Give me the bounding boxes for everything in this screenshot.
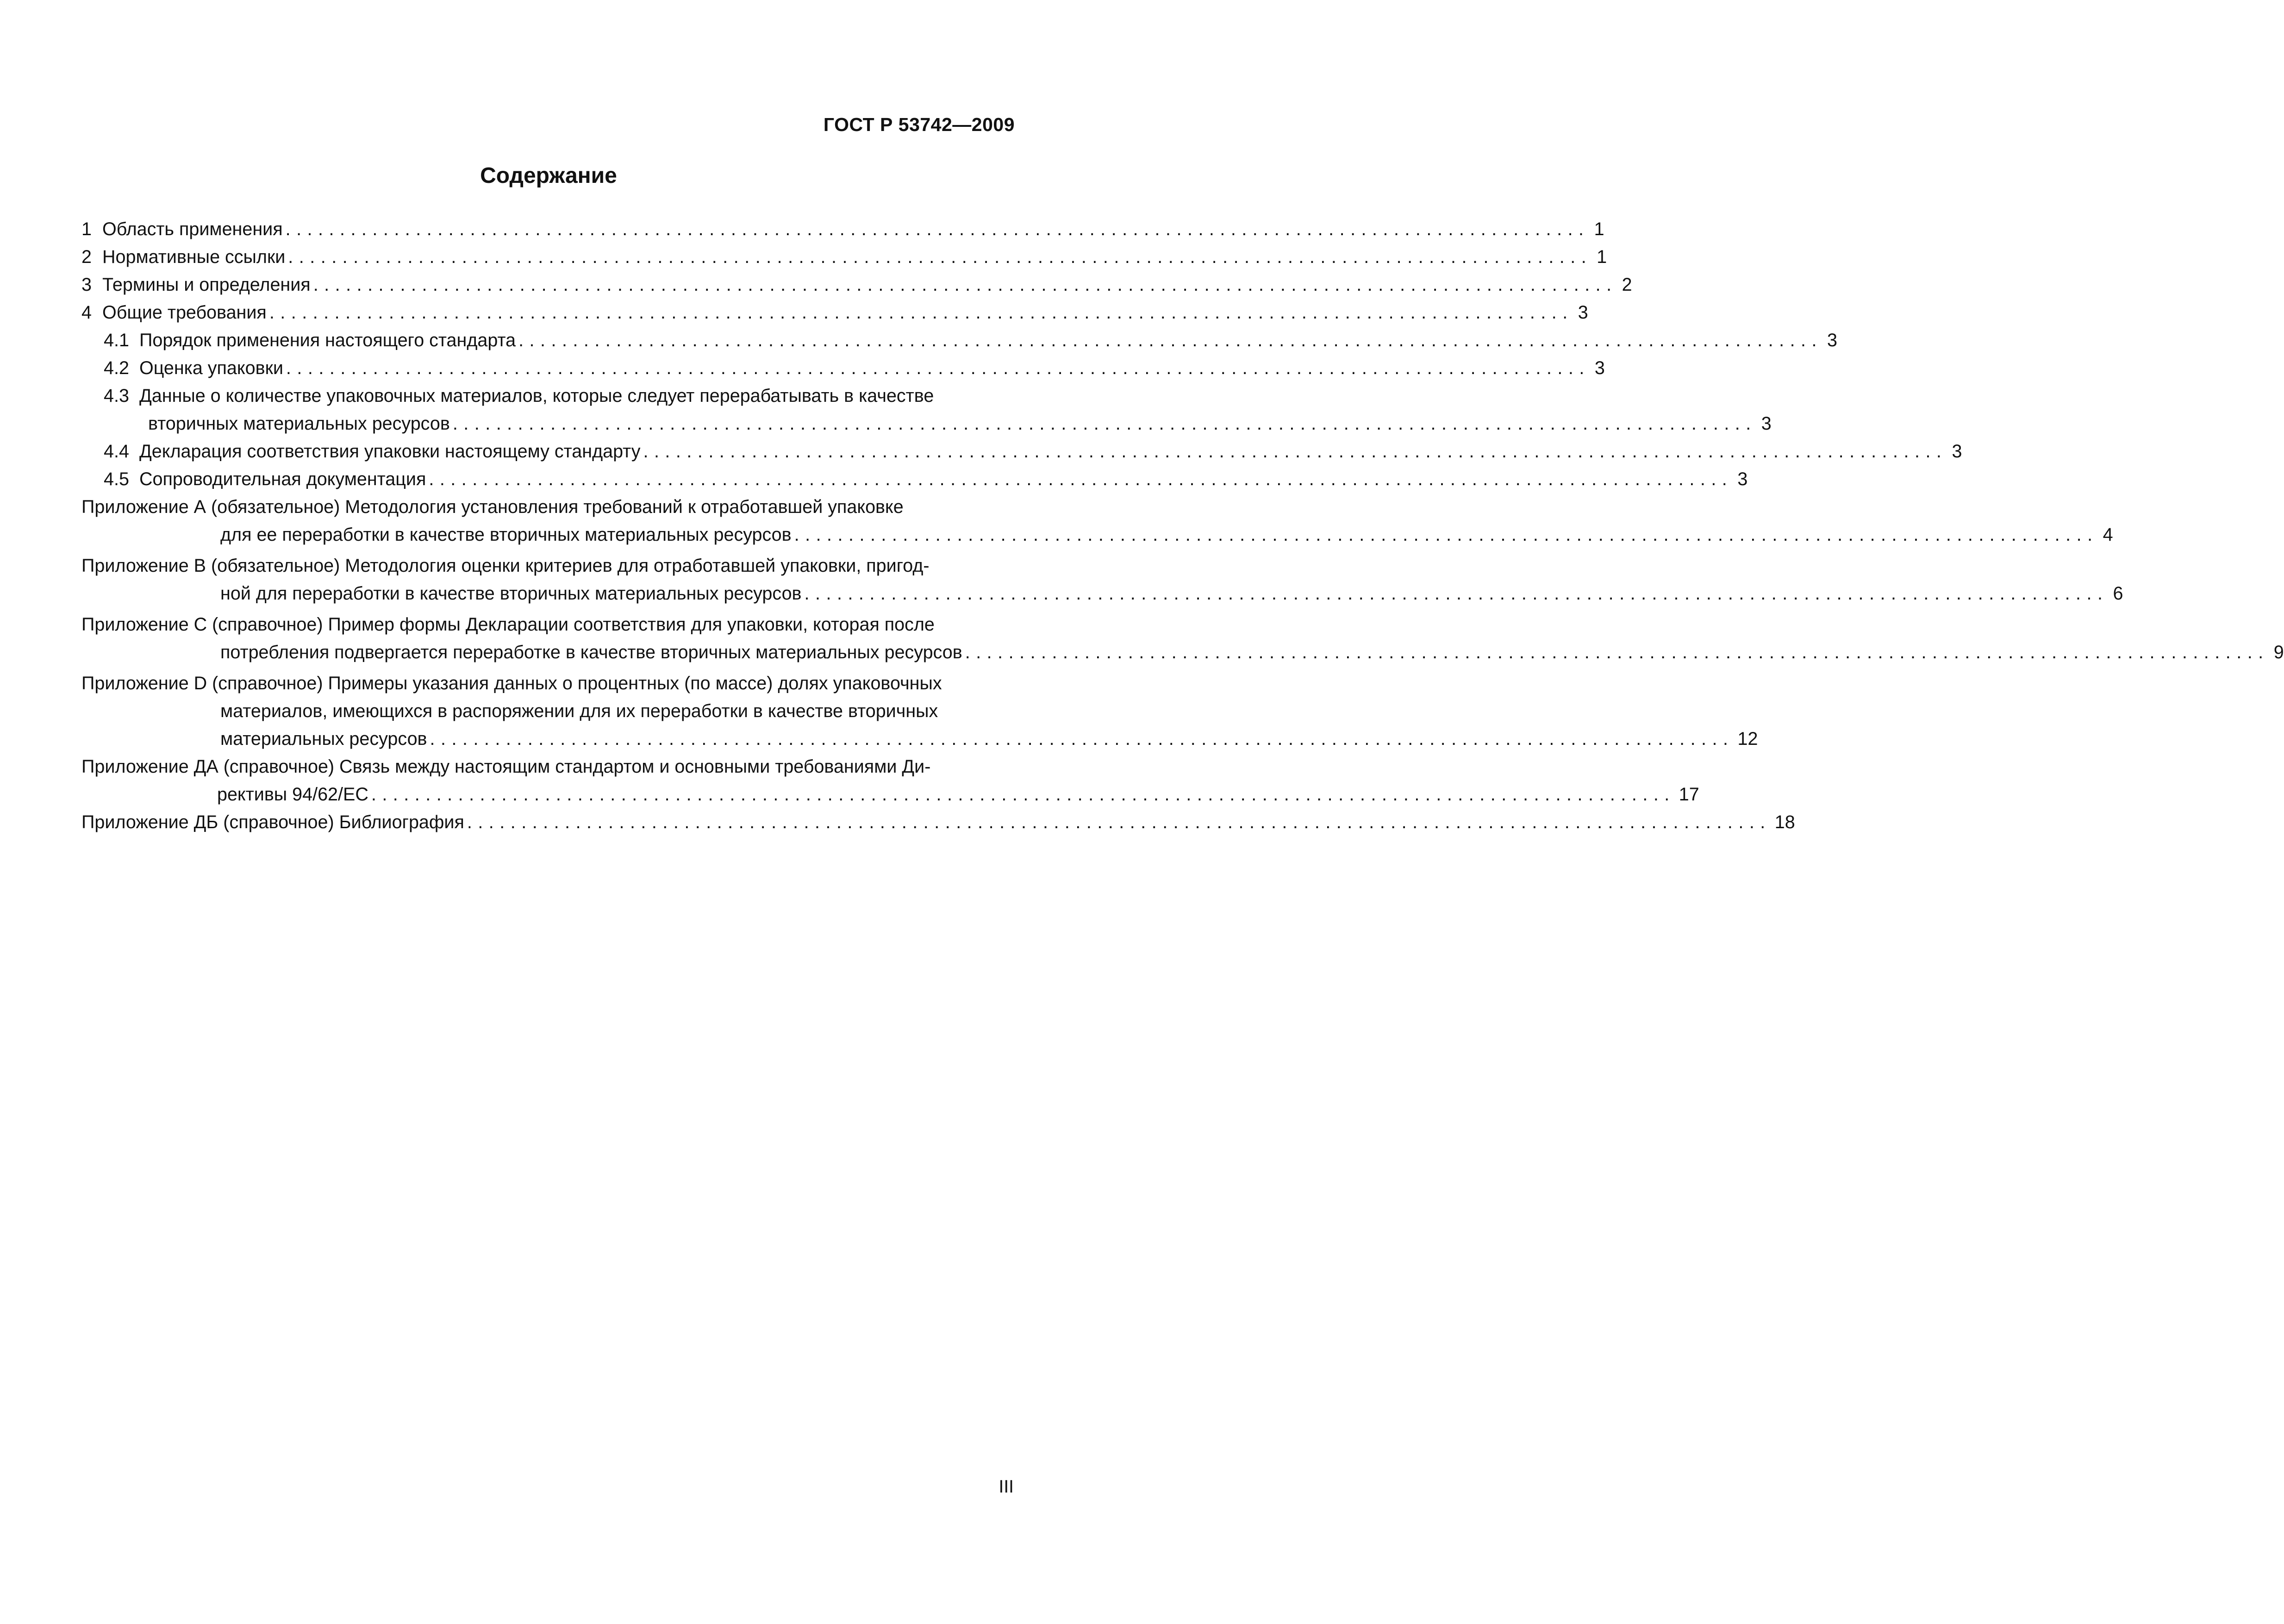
toc-entry-page: 2 [1622, 275, 1632, 295]
toc-entry-4-1[interactable] [81, 326, 1838, 354]
toc-entry-title: Термины и определения [102, 275, 311, 295]
toc-entry-page: 6 [2113, 583, 2123, 604]
toc-entry-4[interactable] [81, 299, 1588, 326]
table-of-contents [81, 215, 2284, 836]
toc-entry-page: 3 [1578, 302, 1588, 323]
toc-entry-title-continued: рективы 94/62/ЕС [217, 784, 368, 805]
toc-entry-page: 1 [1597, 247, 1607, 267]
dot-leader: ........................................................................................................................ [467, 812, 1771, 832]
toc-entry-title-continued: потребления подвергается переработке в качестве вторичных материальных ресурсов [220, 642, 962, 662]
toc-entry-4-5[interactable] [81, 465, 1748, 493]
toc-entry-page: 18 [1774, 812, 1795, 832]
toc-entry-number: 4.3 [104, 386, 129, 406]
toc-entry-4-2[interactable] [81, 354, 1605, 382]
toc-entry-1[interactable] [81, 215, 1604, 243]
toc-entry-3[interactable] [81, 271, 1632, 299]
toc-entry-title: Порядок применения настоящего стандарта [139, 330, 516, 350]
toc-entry-title: Общие требования [102, 302, 267, 323]
toc-entry-page: 3 [1594, 358, 1605, 378]
toc-entry-appendix-db[interactable] [81, 808, 1795, 836]
toc-entry-4-3[interactable] [81, 382, 1772, 437]
dot-leader: ........................................................................................................................ [804, 583, 2109, 604]
dot-leader: ........................................................................................................................ [794, 525, 2098, 545]
toc-entry-number: 4.5 [104, 469, 129, 489]
toc-title: Содержание [480, 163, 617, 188]
toc-entry-title: Приложение В (обязательное) Методология оценки критериев для отработавшей упаковки, пригод- [81, 556, 930, 576]
document-code: ГОСТ Р 53742—2009 [823, 114, 1015, 135]
dot-leader: ........................................................................................................................ [452, 413, 1757, 434]
toc-entry-title: Область применения [102, 219, 283, 239]
toc-entry-page: 4 [2103, 525, 2113, 545]
toc-entry-number: 4 [81, 302, 92, 323]
toc-entry-title-continued: материальных ресурсов [220, 729, 427, 749]
toc-entry-2[interactable] [81, 243, 1607, 271]
toc-entry-appendix-d[interactable] [81, 669, 1758, 753]
toc-entry-appendix-c[interactable] [81, 611, 2284, 666]
toc-entry-title: Приложение А (обязательное) Методология установления требований к отработавшей упаковке [81, 497, 904, 517]
toc-entry-number: 2 [81, 247, 92, 267]
toc-entry-page: 1 [1594, 219, 1604, 239]
toc-entry-title: Приложение ДБ (справочное) Библиография [81, 812, 464, 832]
dot-leader: ........................................................................................................................ [286, 358, 1590, 378]
toc-entry-title: Декларация соответствия упаковки настоящему стандарту [139, 441, 641, 462]
toc-entry-title: Оценка упаковки [139, 358, 283, 378]
toc-entry-number: 1 [81, 219, 92, 239]
dot-leader: ........................................................................................................................ [965, 642, 2269, 662]
toc-entry-title-continued: вторичных материальных ресурсов [148, 413, 450, 434]
toc-entry-page: 9 [2273, 642, 2284, 662]
toc-entry-page: 17 [1679, 784, 1699, 805]
toc-entry-page: 3 [1737, 469, 1748, 489]
dot-leader: ........................................................................................................................ [288, 247, 1592, 267]
dot-leader: ........................................................................................................................ [285, 219, 1590, 239]
toc-entry-title-continued: для ее переработки в качестве вторичных материальных ресурсов [220, 525, 792, 545]
dot-leader: ........................................................................................................................ [313, 275, 1617, 295]
dot-leader: ........................................................................................................................ [269, 302, 1573, 323]
toc-entry-title-continued: ной для переработки в качестве вторичных материальных ресурсов [220, 583, 802, 604]
toc-entry-title: Данные о количестве упаковочных материалов, которые следует перерабатывать в качестве [139, 386, 934, 406]
toc-entry-number: 3 [81, 275, 92, 295]
toc-entry-title: Приложение D (справочное) Примеры указания данных о процентных (по массе) долях упаковочных [81, 673, 942, 693]
toc-entry-number: 4.4 [104, 441, 129, 462]
toc-entry-title: Сопроводительная документация [139, 469, 426, 489]
toc-entry-number: 4.1 [104, 330, 129, 350]
dot-leader: ........................................................................................................................ [371, 784, 1675, 805]
toc-entry-title: Приложение С (справочное) Пример формы Декларации соответствия для упаковки, которая после [81, 614, 935, 635]
dot-leader: ........................................................................................................................ [429, 469, 1733, 489]
dot-leader: ........................................................................................................................ [643, 441, 1947, 462]
toc-entry-appendix-a[interactable] [81, 493, 2113, 549]
toc-entry-page: 3 [1761, 413, 1772, 434]
toc-entry-page: 12 [1737, 729, 1758, 749]
toc-entry-4-4[interactable] [81, 437, 1962, 465]
dot-leader: ........................................................................................................................ [430, 729, 1734, 749]
toc-entry-appendix-da[interactable] [81, 753, 1699, 808]
toc-entry-number: 4.2 [104, 358, 129, 378]
toc-entry-title-continued: материалов, имеющихся в распоряжении для их переработки в качестве вторичных [220, 701, 938, 721]
toc-entry-title: Нормативные ссылки [102, 247, 286, 267]
page-number: III [998, 1477, 1014, 1497]
toc-entry-appendix-b[interactable] [81, 552, 2123, 607]
toc-entry-page: 3 [1952, 441, 1962, 462]
dot-leader: ........................................................................................................................ [518, 330, 1823, 350]
toc-entry-page: 3 [1827, 330, 1838, 350]
toc-entry-title: Приложение ДА (справочное) Связь между настоящим стандартом и основными требованиями Ди- [81, 756, 931, 777]
